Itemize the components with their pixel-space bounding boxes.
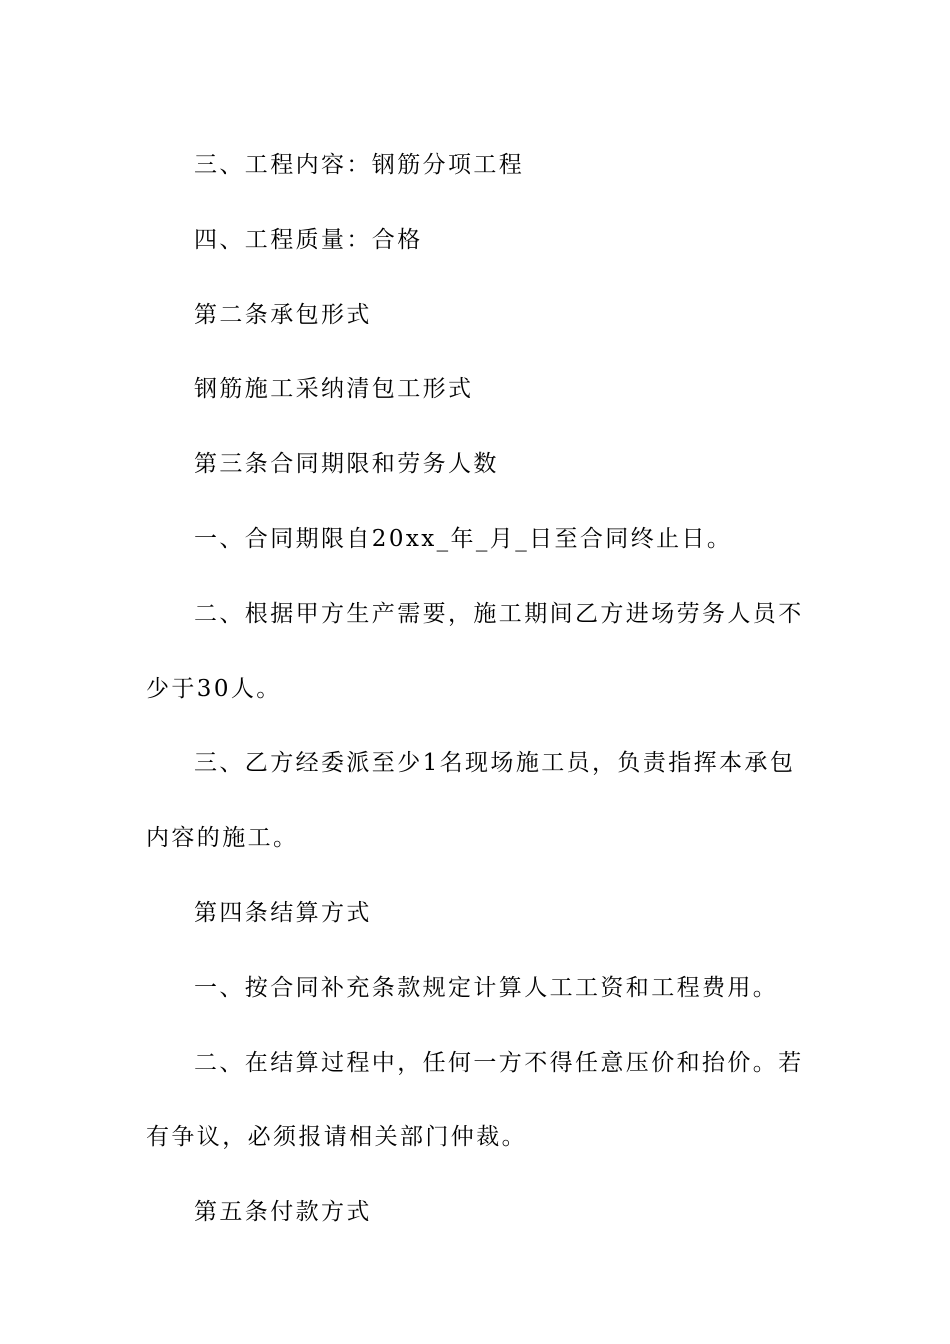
heading-article-2: 第二条承包形式 [194,301,372,328]
paragraph-settlement-dispute: 二、在结算过程中，任何一方不得任意压价和抬价。若有争议，必须报请相关部门仲裁。 [146,1049,804,1151]
document-body [146,128,806,1250]
heading-article-3: 第三条合同期限和劳务人数 [194,451,499,478]
paragraph-settlement-calculation: 一、按合同补充条款规定计算人工工资和工程费用。 [194,974,779,1001]
paragraph-engineering-content: 三、工程内容：钢筋分项工程 [194,152,525,178]
heading-article-5: 第五条付款方式 [194,1199,372,1226]
paragraph-contract-term: 一、合同期限自20xx_年_月_日至合同终止日。 [194,525,733,552]
paragraph-workforce: 二、根据甲方生产需要，施工期间乙方进场劳务人员不少于30人。 [146,600,804,702]
paragraph-contract-form: 钢筋施工采纳清包工形式 [194,376,474,403]
paragraph-site-supervisor: 三、乙方经委派至少1名现场施工员，负责指挥本承包内容的施工。 [146,750,796,852]
paragraph-engineering-quality: 四、工程质量：合格 [194,226,423,253]
heading-article-4: 第四条结算方式 [194,899,372,926]
